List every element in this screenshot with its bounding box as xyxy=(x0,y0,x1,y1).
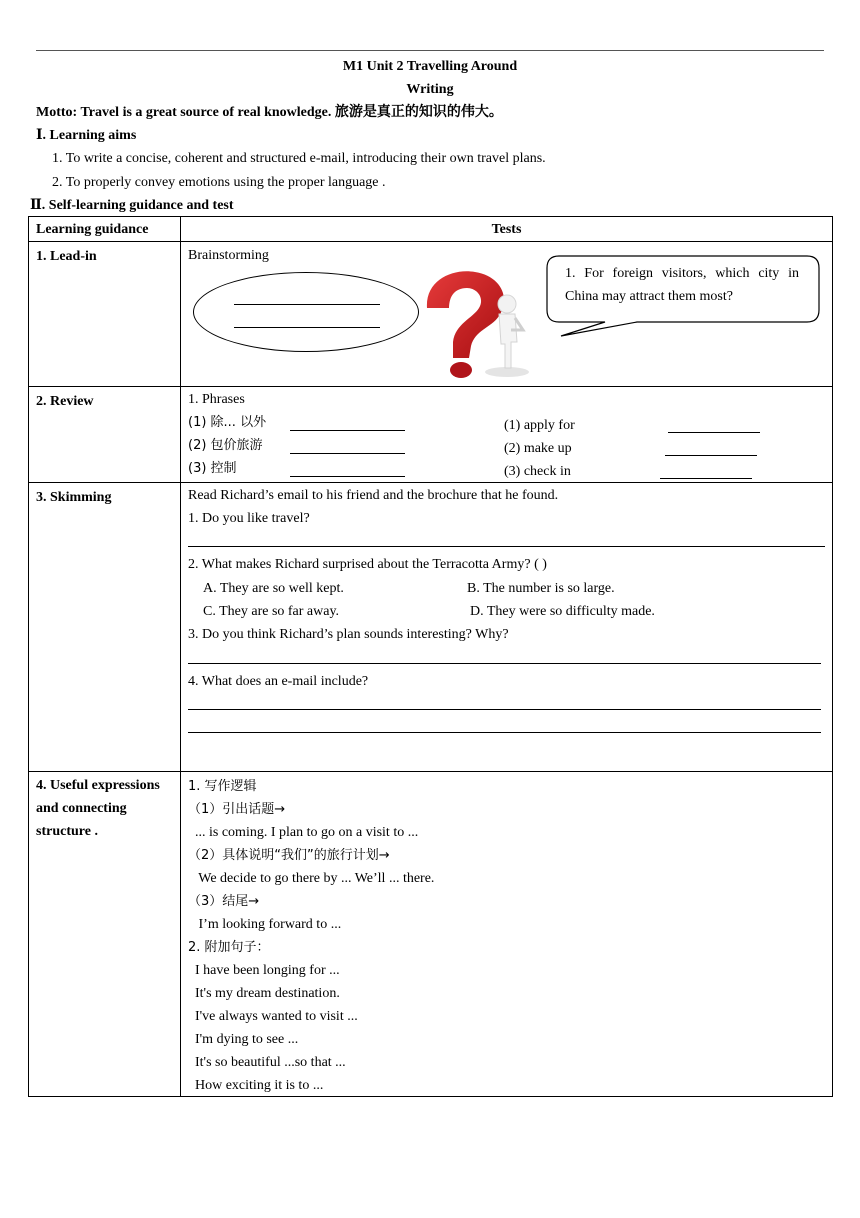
guidance-table xyxy=(28,216,833,1097)
phrase-left: (1) 除... 以外 xyxy=(188,415,267,430)
list-item: ... is coming. I plan to go on a visit to ... xyxy=(188,825,419,840)
list-item: I have been longing for ... xyxy=(188,963,340,978)
review-cell xyxy=(181,387,833,483)
answer-line xyxy=(668,432,760,433)
phrase-left: (2) 包价旅游 xyxy=(188,438,263,453)
option-d: D. They were so difficulty made. xyxy=(470,604,655,619)
answer-line xyxy=(290,430,405,431)
page-subtitle: Writing xyxy=(406,82,454,97)
list-item: （2）具体说明“我们”的旅行计划→ xyxy=(188,848,390,863)
brainstorming-title: Brainstorming xyxy=(188,248,269,263)
question-mark-figure-icon xyxy=(419,268,539,380)
list-item: I've always wanted to visit ... xyxy=(188,1009,358,1024)
option-a: A. They are so well kept. xyxy=(203,581,344,596)
row-label-skimming: 3. Skimming xyxy=(29,483,181,772)
answer-line xyxy=(660,478,752,479)
phrase-right: (1) apply for xyxy=(504,418,575,433)
page-title: M1 Unit 2 Travelling Around xyxy=(342,59,518,74)
question-4: 4. What does an e-mail include? xyxy=(188,674,369,689)
phrase-right: (2) make up xyxy=(504,441,572,456)
row-label-lead-in: 1. Lead-in xyxy=(29,242,181,387)
phrase-right: (3) check in xyxy=(504,464,571,479)
answer-line xyxy=(290,453,405,454)
option-b: B. The number is so large. xyxy=(467,581,615,596)
option-c: C. They are so far away. xyxy=(203,604,340,619)
list-item: How exciting it is to ... xyxy=(188,1078,324,1093)
list-item: It's so beautiful ...so that ... xyxy=(188,1055,346,1070)
expression-list xyxy=(188,775,832,1097)
answer-line xyxy=(665,455,757,456)
col-header-guidance: Learning guidance xyxy=(29,217,181,242)
row-label-review: 2. Review xyxy=(29,387,181,483)
question-1: 1. Do you like travel? xyxy=(188,511,310,526)
answer-line xyxy=(234,327,380,328)
useful-expressions-cell xyxy=(181,772,833,1097)
skimming-intro: Read Richard’s email to his friend and the brochure that he found. xyxy=(188,488,559,503)
list-item: 1. 写作逻辑 xyxy=(188,779,257,794)
question-3: 3. Do you think Richard’s plan sounds interesting? Why? xyxy=(188,627,509,642)
motto: Motto: Travel is a great source of real knowledge. 旅游是真正的知识的伟大。 xyxy=(36,105,503,120)
list-item: （1）引出话题→ xyxy=(188,802,286,817)
phrases-title: 1. Phrases xyxy=(188,392,245,407)
brainstorm-ellipse xyxy=(193,272,419,352)
list-item: I’m looking forward to ... xyxy=(188,917,342,932)
question-2: 2. What makes Richard surprised about the Terracotta Army? ( ) xyxy=(188,557,547,572)
aim-item: 2. To properly convey emotions using the proper language . xyxy=(52,175,386,190)
lead-in-cell xyxy=(181,242,833,387)
list-item: We decide to go there by ... We’ll ... there. xyxy=(188,871,435,886)
col-header-tests: Tests xyxy=(181,217,833,242)
skimming-cell xyxy=(181,483,833,772)
aims-heading: Ⅰ. Learning aims xyxy=(36,128,137,143)
aim-item: 1. To write a concise, coherent and structured e-mail, introducing their own travel plans. xyxy=(52,151,546,166)
list-item: 2. 附加句子： xyxy=(188,940,270,955)
row-label-useful-expressions: 4. Useful expressions and connecting structure . xyxy=(29,772,181,1097)
self-learning-heading: Ⅱ. Self-learning guidance and test xyxy=(30,198,234,213)
top-rule xyxy=(36,50,824,51)
answer-line xyxy=(188,732,821,733)
answer-line xyxy=(188,663,821,664)
bubble-question: 1. For foreign visitors, which city in China may attract them most? xyxy=(565,266,799,304)
list-item: （3）结尾→ xyxy=(188,894,260,909)
answer-line xyxy=(290,476,405,477)
list-item: I'm dying to see ... xyxy=(188,1032,299,1047)
list-item: It's my dream destination. xyxy=(188,986,340,1001)
answer-line xyxy=(188,709,821,710)
phrase-left: (3) 控制 xyxy=(188,461,237,476)
answer-line xyxy=(188,546,825,547)
answer-line xyxy=(234,304,380,305)
